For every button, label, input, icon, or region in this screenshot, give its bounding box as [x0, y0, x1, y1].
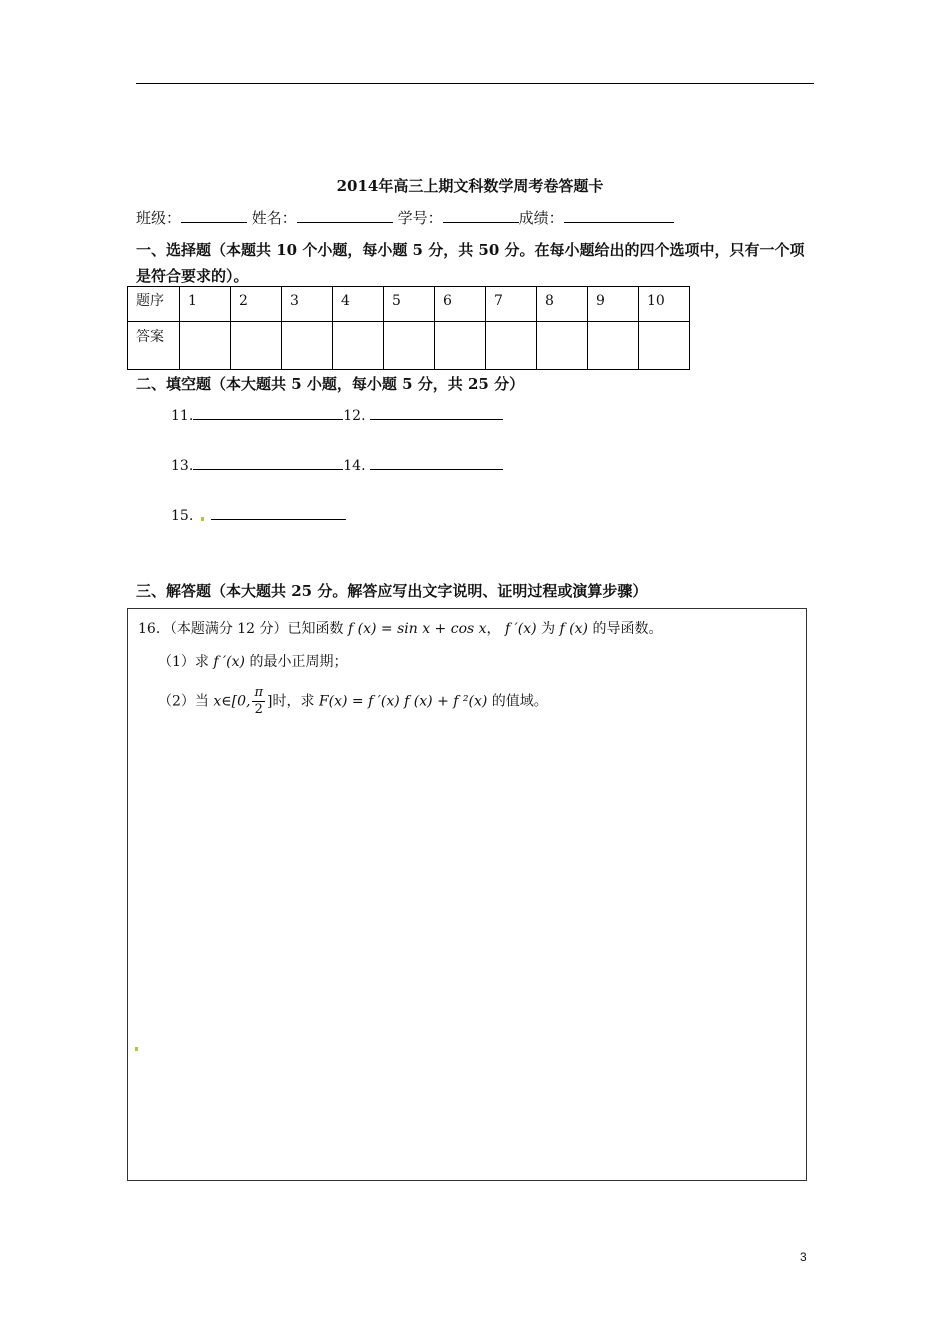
- choice-answer-table: [127, 286, 690, 370]
- question-16-answer-box[interactable]: [127, 608, 807, 1181]
- table-row: [128, 287, 690, 322]
- answer-cell[interactable]: [588, 322, 639, 370]
- scan-mark: [135, 1047, 138, 1051]
- question-number-cell: 3: [282, 287, 333, 322]
- fill-row-13-14: [171, 456, 503, 474]
- question-number-cell: 1: [180, 287, 231, 322]
- page-title: 2014年高三上期文科数学周考卷答题卡: [336, 177, 604, 195]
- answer-cell[interactable]: [282, 322, 333, 370]
- q16-part2-F-def: F(x) = f ′(x) f (x) + f ²(x): [318, 693, 488, 710]
- answer-cell[interactable]: [180, 322, 231, 370]
- fill-label-12: 12.: [343, 408, 366, 424]
- fill-label-14: 14.: [343, 458, 366, 474]
- pi-over-two-fraction: [252, 685, 265, 718]
- q16-comma: ，: [486, 621, 501, 637]
- id-label: 学号：: [397, 209, 443, 227]
- q16-part2-when: 时，求: [272, 693, 315, 710]
- page-number: 3: [800, 1250, 807, 1264]
- q16-statement: [138, 618, 662, 638]
- answer-cell[interactable]: [384, 322, 435, 370]
- fill-blank-12[interactable]: [370, 406, 503, 420]
- fraction-numerator: π: [254, 685, 263, 700]
- name-field[interactable]: [297, 208, 393, 223]
- row-label-answer: 答案: [128, 322, 180, 370]
- section1-heading: [136, 237, 805, 289]
- q16-part1: [158, 651, 347, 671]
- q16-part2-end: 的值域。: [491, 693, 548, 710]
- answer-cell[interactable]: [639, 322, 690, 370]
- score-field[interactable]: [564, 208, 674, 223]
- row-label-order: 题序: [128, 287, 180, 322]
- q16-function-def: f (x) = sin x + cos x: [348, 621, 487, 637]
- q16-part2-domain: x∈[0,: [213, 693, 251, 710]
- id-field[interactable]: [443, 208, 519, 223]
- answer-cell[interactable]: [537, 322, 588, 370]
- q16-derivative-text: 的导函数。: [592, 621, 663, 637]
- fill-blank-15[interactable]: [211, 506, 346, 520]
- q16-fx: f (x): [559, 621, 588, 637]
- class-label: 班级：: [136, 209, 182, 227]
- fill-label-13: 13.: [171, 458, 194, 474]
- q16-number: 16．: [138, 621, 170, 637]
- question-number-cell: 2: [231, 287, 282, 322]
- question-number-cell: 7: [486, 287, 537, 322]
- table-row: [128, 322, 690, 370]
- question-number-cell: 9: [588, 287, 639, 322]
- question-number-cell: 5: [384, 287, 435, 322]
- fill-blank-11[interactable]: [193, 406, 343, 420]
- student-info-line: [136, 207, 674, 228]
- section2-heading: 二、填空题（本大题共 5 小题，每小题 5 分，共 25 分）: [136, 375, 525, 393]
- name-label: 姓名：: [251, 209, 297, 227]
- score-label: 成绩：: [518, 209, 564, 227]
- fill-row-11-12: [171, 406, 503, 424]
- scan-mark: [201, 517, 204, 521]
- question-number-cell: 4: [333, 287, 384, 322]
- q16-intro: （本题满分 12 分）已知函数: [169, 621, 344, 637]
- q16-derivative: f ′(x): [505, 621, 537, 637]
- q16-part1-text: 的最小正周期；: [249, 654, 348, 670]
- answer-cell[interactable]: [333, 322, 384, 370]
- answer-cell[interactable]: [486, 322, 537, 370]
- q16-part1-expr: f ′(x): [213, 654, 246, 670]
- section1-line2: 是符合要求的）。: [136, 267, 249, 285]
- q16-is: 为: [541, 621, 556, 637]
- question-number-cell: 8: [537, 287, 588, 322]
- fill-label-15: 15.: [171, 508, 194, 524]
- fill-blank-14[interactable]: [370, 456, 503, 470]
- section1-line1: 一、选择题（本题共 10 个小题，每小题 5 分，共 50 分。在每小题给出的四个选项中，只有一个项: [136, 241, 805, 259]
- question-number-cell: 6: [435, 287, 486, 322]
- section3-heading: 三、解答题（本大题共 25 分。解答应写出文字说明、证明过程或演算步骤）: [136, 582, 648, 600]
- q16-part1-label: （1）求: [158, 654, 209, 670]
- question-number-cell: 10: [639, 287, 690, 322]
- q16-part2-close-bracket: ]: [267, 693, 273, 710]
- fraction-denominator: 2: [254, 702, 263, 717]
- fill-blank-13[interactable]: [193, 456, 343, 470]
- header-rule: [136, 83, 814, 84]
- answer-cell[interactable]: [231, 322, 282, 370]
- q16-part2: [158, 685, 548, 718]
- class-field[interactable]: [181, 208, 247, 223]
- fill-row-15: [171, 506, 346, 524]
- fill-label-11: 11.: [171, 408, 194, 424]
- answer-cell[interactable]: [435, 322, 486, 370]
- q16-part2-label: （2）当: [158, 693, 209, 710]
